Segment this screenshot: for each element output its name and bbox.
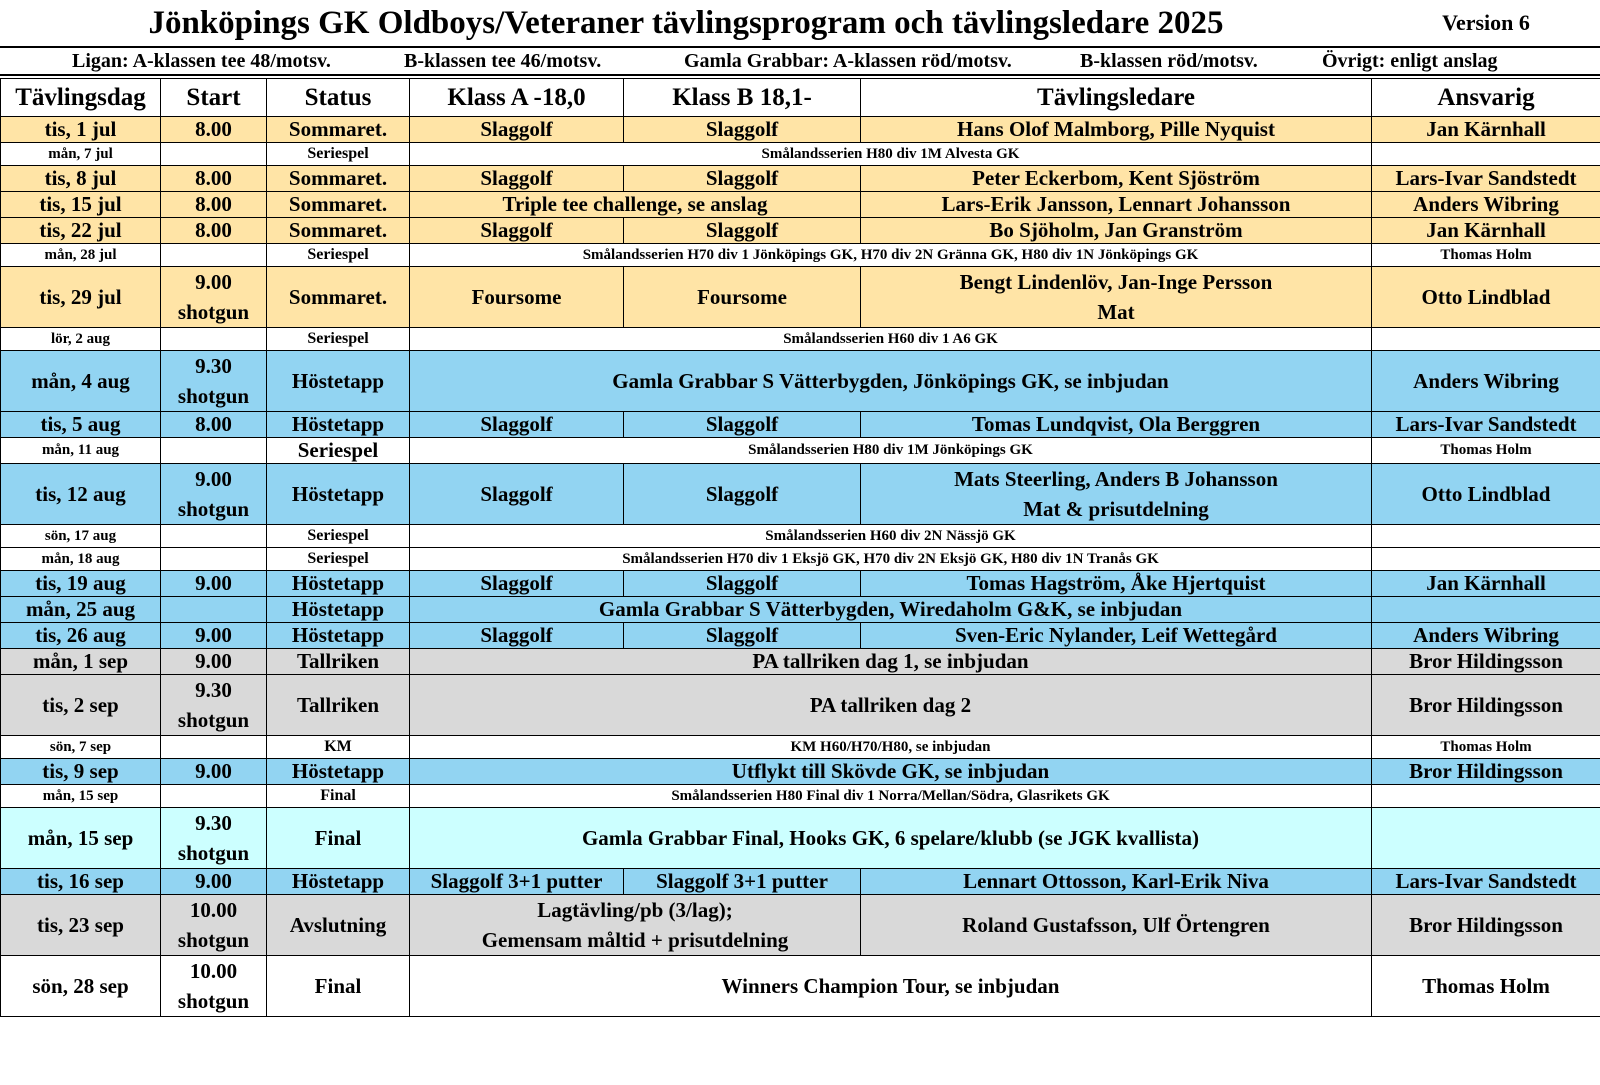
table-row	[1, 548, 1600, 571]
start-cell: 8.00	[161, 117, 267, 143]
col-header-leader: Tävlingsledare	[861, 79, 1372, 117]
table-row	[1, 571, 1600, 597]
class-b-cell: Slaggolf	[624, 218, 861, 244]
col-header-class-a: Klass A -18,0	[410, 79, 624, 117]
day-cell: mån, 15 sep	[1, 808, 161, 869]
status-cell: Sommaret.	[267, 192, 410, 218]
start-cell-line2: shotgun	[177, 497, 250, 521]
class-ab-cell	[410, 895, 861, 956]
col-header-day: Tävlingsdag	[1, 79, 161, 117]
info-ligan-b: B-klassen tee 46/motsv.	[404, 50, 602, 72]
start-cell: 9.00	[161, 649, 267, 675]
responsible-cell: Jan Kärnhall	[1372, 117, 1600, 143]
start-cell: 9.00	[161, 759, 267, 785]
class-a-cell: Slaggolf	[410, 412, 624, 438]
class-a-cell: Slaggolf	[410, 218, 624, 244]
leader-cell: Sven-Eric Nylander, Leif Wettegård	[861, 623, 1372, 649]
leader-cell	[861, 464, 1372, 525]
day-cell: mån, 1 sep	[1, 649, 161, 675]
class-b-cell: Slaggolf	[624, 412, 861, 438]
responsible-cell: Bror Hildingsson	[1372, 895, 1600, 956]
responsible-cell: Lars-Ivar Sandstedt	[1372, 166, 1600, 192]
status-cell: Höstetapp	[267, 869, 410, 895]
status-cell: Seriespel	[267, 244, 410, 267]
day-cell: sön, 7 sep	[1, 736, 161, 759]
leader-cell-line2: Mat	[1097, 300, 1135, 324]
start-cell	[161, 143, 267, 166]
start-cell-line1: 9.00	[195, 467, 232, 491]
class-a-cell: Slaggolf 3+1 putter	[410, 869, 624, 895]
status-cell: Seriespel	[267, 328, 410, 351]
table-row	[1, 736, 1600, 759]
status-cell: Seriespel	[267, 143, 410, 166]
status-cell: Tallriken	[267, 649, 410, 675]
event-cell: Smålandsserien H70 div 1 Eksjö GK, H70 div 2N Eksjö GK, H80 div 1N Tranås GK	[410, 548, 1372, 571]
event-cell: Smålandsserien H60 div 1 A6 GK	[410, 328, 1372, 351]
responsible-cell: Thomas Holm	[1372, 736, 1600, 759]
class-b-cell: Slaggolf	[624, 623, 861, 649]
info-ligan-a: Ligan: A-klassen tee 48/motsv.	[72, 50, 331, 72]
start-cell-line2: shotgun	[177, 841, 250, 865]
start-cell-line1: 9.30	[195, 354, 232, 378]
responsible-cell: Thomas Holm	[1372, 244, 1600, 267]
start-cell	[161, 736, 267, 759]
table-row	[1, 597, 1600, 623]
table-body	[1, 117, 1600, 1017]
responsible-cell: Lars-Ivar Sandstedt	[1372, 869, 1600, 895]
class-a-cell: Foursome	[410, 267, 624, 328]
title-bar	[0, 0, 1600, 48]
status-cell: Höstetapp	[267, 464, 410, 525]
table-row	[1, 895, 1600, 956]
table-row	[1, 218, 1600, 244]
info-gg-a: Gamla Grabbar: A-klassen röd/motsv.	[684, 50, 1012, 72]
col-header-class-b: Klass B 18,1-	[624, 79, 861, 117]
class-ab-cell-line2: Gemensam måltid + prisutdelning	[481, 928, 789, 952]
class-ab-cell: Triple tee challenge, se anslag	[410, 192, 861, 218]
responsible-cell: Otto Lindblad	[1372, 464, 1600, 525]
start-cell-line1: 9.30	[195, 678, 232, 702]
status-cell: Höstetapp	[267, 412, 410, 438]
start-cell-line1: 10.00	[189, 898, 238, 922]
start-cell: 8.00	[161, 218, 267, 244]
responsible-cell	[1372, 785, 1600, 808]
competition-table	[0, 78, 1600, 1017]
start-cell-line1: 9.30	[195, 811, 232, 835]
start-cell	[161, 267, 267, 328]
start-cell: 8.00	[161, 192, 267, 218]
start-cell-line2: shotgun	[177, 928, 250, 952]
col-header-status: Status	[267, 79, 410, 117]
start-cell	[161, 548, 267, 571]
table-row	[1, 623, 1600, 649]
event-cell: Smålandsserien H70 div 1 Jönköpings GK, H70 div 2N Gränna GK, H80 div 1N Jönköpings GK	[410, 244, 1372, 267]
day-cell: mån, 18 aug	[1, 548, 161, 571]
start-cell	[161, 597, 267, 623]
table-row	[1, 244, 1600, 267]
status-cell: Höstetapp	[267, 597, 410, 623]
responsible-cell: Anders Wibring	[1372, 623, 1600, 649]
table-row	[1, 192, 1600, 218]
day-cell: tis, 1 jul	[1, 117, 161, 143]
responsible-cell: Bror Hildingsson	[1372, 759, 1600, 785]
responsible-cell	[1372, 143, 1600, 166]
status-cell: Seriespel	[267, 548, 410, 571]
leader-cell	[861, 267, 1372, 328]
class-b-cell: Slaggolf	[624, 117, 861, 143]
day-cell: mån, 28 jul	[1, 244, 161, 267]
class-b-cell: Slaggolf	[624, 571, 861, 597]
page-title: Jönköpings GK Oldboys/Veteraner tävlingsprogram och tävlingsledare 2025	[148, 5, 1224, 41]
day-cell: tis, 12 aug	[1, 464, 161, 525]
day-cell: tis, 26 aug	[1, 623, 161, 649]
day-cell: sön, 17 aug	[1, 525, 161, 548]
leader-cell: Lars-Erik Jansson, Lennart Johansson	[861, 192, 1372, 218]
status-cell: Final	[267, 956, 410, 1017]
start-cell-line2: shotgun	[177, 300, 250, 324]
tee-info-line	[0, 46, 1600, 76]
start-cell	[161, 956, 267, 1017]
responsible-cell: Lars-Ivar Sandstedt	[1372, 412, 1600, 438]
start-cell	[161, 244, 267, 267]
class-a-cell: Slaggolf	[410, 464, 624, 525]
table-row	[1, 525, 1600, 548]
start-cell: 8.00	[161, 166, 267, 192]
start-cell: 9.00	[161, 623, 267, 649]
day-cell: tis, 22 jul	[1, 218, 161, 244]
responsible-cell: Bror Hildingsson	[1372, 675, 1600, 736]
table-row	[1, 869, 1600, 895]
info-ovrigt: Övrigt: enligt anslag	[1322, 50, 1498, 72]
start-cell: 8.00	[161, 412, 267, 438]
day-cell: lör, 2 aug	[1, 328, 161, 351]
day-cell: tis, 15 jul	[1, 192, 161, 218]
class-a-cell: Slaggolf	[410, 117, 624, 143]
event-cell: Gamla Grabbar S Vätterbygden, Jönköpings GK, se inbjudan	[410, 351, 1372, 412]
leader-cell: Hans Olof Malmborg, Pille Nyquist	[861, 117, 1372, 143]
responsible-cell: Thomas Holm	[1372, 438, 1600, 464]
start-cell	[161, 785, 267, 808]
start-cell: 9.00	[161, 571, 267, 597]
status-cell: Sommaret.	[267, 117, 410, 143]
start-cell	[161, 675, 267, 736]
day-cell: mån, 7 jul	[1, 143, 161, 166]
leader-cell-line1: Mats Steerling, Anders B Johansson	[954, 467, 1278, 491]
event-cell: KM H60/H70/H80, se inbjudan	[410, 736, 1372, 759]
responsible-cell: Anders Wibring	[1372, 192, 1600, 218]
col-header-start: Start	[161, 79, 267, 117]
start-cell	[161, 351, 267, 412]
leader-cell: Tomas Hagström, Åke Hjertquist	[861, 571, 1372, 597]
status-cell: Höstetapp	[267, 351, 410, 412]
responsible-cell: Bror Hildingsson	[1372, 649, 1600, 675]
table-row	[1, 267, 1600, 328]
day-cell: tis, 19 aug	[1, 571, 161, 597]
status-cell: Seriespel	[267, 525, 410, 548]
day-cell: tis, 29 jul	[1, 267, 161, 328]
day-cell: tis, 16 sep	[1, 869, 161, 895]
responsible-cell: Jan Kärnhall	[1372, 218, 1600, 244]
event-cell: Winners Champion Tour, se inbjudan	[410, 956, 1372, 1017]
leader-cell-line1: Bengt Lindenlöv, Jan-Inge Persson	[959, 270, 1273, 294]
day-cell: tis, 5 aug	[1, 412, 161, 438]
leader-cell: Lennart Ottosson, Karl-Erik Niva	[861, 869, 1372, 895]
start-cell	[161, 464, 267, 525]
responsible-cell: Jan Kärnhall	[1372, 571, 1600, 597]
table-row	[1, 117, 1600, 143]
class-b-cell: Slaggolf	[624, 464, 861, 525]
event-cell: PA tallriken dag 1, se inbjudan	[410, 649, 1372, 675]
class-ab-cell-line1: Lagtävling/pb (3/lag);	[537, 898, 733, 922]
event-cell: Smålandsserien H80 div 1M Jönköpings GK	[410, 438, 1372, 464]
table-row	[1, 412, 1600, 438]
start-cell	[161, 808, 267, 869]
status-cell: Final	[267, 785, 410, 808]
responsible-cell	[1372, 328, 1600, 351]
status-cell: KM	[267, 736, 410, 759]
table-row	[1, 808, 1600, 869]
day-cell: tis, 23 sep	[1, 895, 161, 956]
event-cell: Gamla Grabbar Final, Hooks GK, 6 spelare/klubb (se JGK kvallista)	[410, 808, 1372, 869]
start-cell	[161, 438, 267, 464]
status-cell: Höstetapp	[267, 623, 410, 649]
leader-cell: Bo Sjöholm, Jan Granström	[861, 218, 1372, 244]
start-cell-line1: 9.00	[195, 270, 232, 294]
day-cell: tis, 2 sep	[1, 675, 161, 736]
start-cell	[161, 525, 267, 548]
col-header-responsible: Ansvarig	[1372, 79, 1600, 117]
responsible-cell	[1372, 808, 1600, 869]
table-row	[1, 649, 1600, 675]
status-cell: Sommaret.	[267, 218, 410, 244]
info-gg-b: B-klassen röd/motsv.	[1080, 50, 1258, 72]
responsible-cell	[1372, 525, 1600, 548]
leader-cell: Peter Eckerbom, Kent Sjöström	[861, 166, 1372, 192]
event-cell: Smålandsserien H80 Final div 1 Norra/Mellan/Södra, Glasrikets GK	[410, 785, 1372, 808]
table-row	[1, 143, 1600, 166]
table-row	[1, 956, 1600, 1017]
responsible-cell	[1372, 597, 1600, 623]
status-cell: Final	[267, 808, 410, 869]
class-a-cell: Slaggolf	[410, 571, 624, 597]
event-cell: Utflykt till Skövde GK, se inbjudan	[410, 759, 1372, 785]
table-row	[1, 438, 1600, 464]
responsible-cell: Otto Lindblad	[1372, 267, 1600, 328]
responsible-cell: Anders Wibring	[1372, 351, 1600, 412]
day-cell: tis, 8 jul	[1, 166, 161, 192]
class-a-cell: Slaggolf	[410, 166, 624, 192]
event-cell: Gamla Grabbar S Vätterbygden, Wiredaholm G&K, se inbjudan	[410, 597, 1372, 623]
table-row	[1, 464, 1600, 525]
start-cell	[161, 895, 267, 956]
day-cell: sön, 28 sep	[1, 956, 161, 1017]
event-cell: PA tallriken dag 2	[410, 675, 1372, 736]
status-cell: Sommaret.	[267, 267, 410, 328]
status-cell: Tallriken	[267, 675, 410, 736]
leader-cell: Tomas Lundqvist, Ola Berggren	[861, 412, 1372, 438]
table-row	[1, 328, 1600, 351]
leader-cell: Roland Gustafsson, Ulf Örtengren	[861, 895, 1372, 956]
start-cell-line2: shotgun	[177, 708, 250, 732]
event-cell: Smålandsserien H80 div 1M Alvesta GK	[410, 143, 1372, 166]
start-cell: 9.00	[161, 869, 267, 895]
status-cell: Sommaret.	[267, 166, 410, 192]
class-b-cell: Slaggolf 3+1 putter	[624, 869, 861, 895]
day-cell: tis, 9 sep	[1, 759, 161, 785]
day-cell: mån, 11 aug	[1, 438, 161, 464]
class-b-cell: Slaggolf	[624, 166, 861, 192]
start-cell-line1: 10.00	[189, 959, 238, 983]
day-cell: mån, 15 sep	[1, 785, 161, 808]
status-cell: Höstetapp	[267, 571, 410, 597]
table-row	[1, 785, 1600, 808]
event-cell: Smålandsserien H60 div 2N Nässjö GK	[410, 525, 1372, 548]
version-label: Version 6	[1442, 10, 1530, 35]
class-b-cell: Foursome	[624, 267, 861, 328]
start-cell-line2: shotgun	[177, 384, 250, 408]
responsible-cell	[1372, 548, 1600, 571]
start-cell	[161, 328, 267, 351]
start-cell-line2: shotgun	[177, 989, 250, 1013]
class-a-cell: Slaggolf	[410, 623, 624, 649]
status-cell: Seriespel	[267, 438, 410, 464]
leader-cell-line2: Mat & prisutdelning	[1023, 497, 1209, 521]
table-row	[1, 759, 1600, 785]
day-cell: mån, 25 aug	[1, 597, 161, 623]
table-row	[1, 675, 1600, 736]
status-cell: Avslutning	[267, 895, 410, 956]
status-cell: Höstetapp	[267, 759, 410, 785]
table-row	[1, 166, 1600, 192]
day-cell: mån, 4 aug	[1, 351, 161, 412]
header-row	[1, 79, 1600, 117]
responsible-cell: Thomas Holm	[1372, 956, 1600, 1017]
table-row	[1, 351, 1600, 412]
